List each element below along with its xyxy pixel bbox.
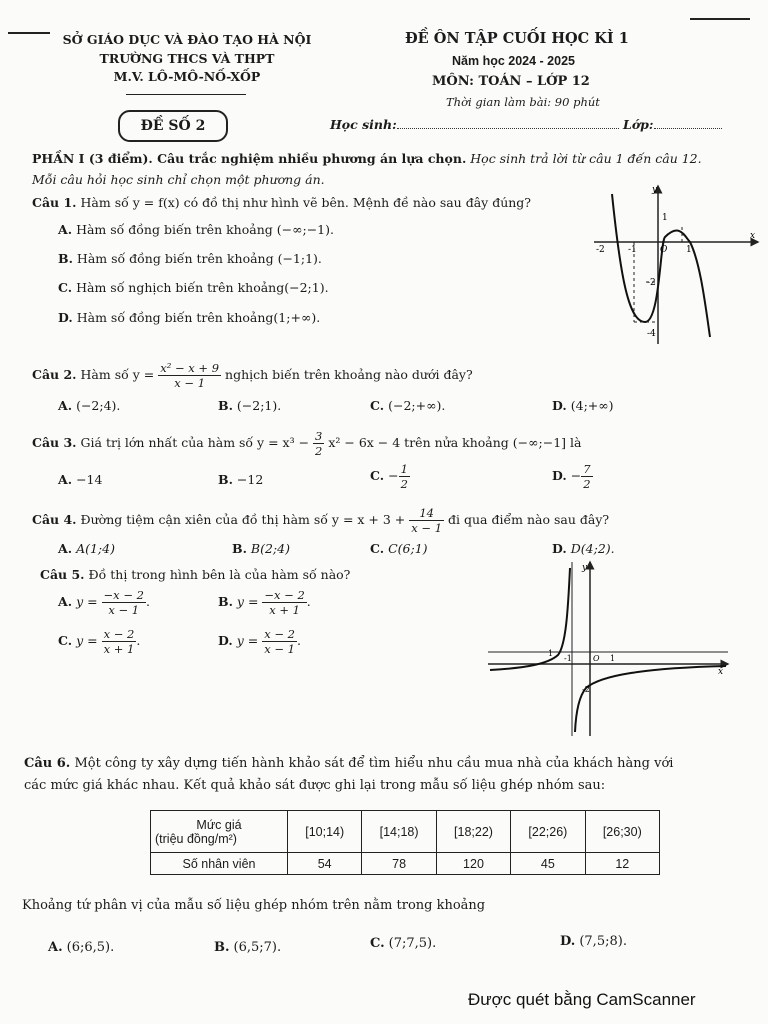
q6-interval-3: [18;22) [436, 811, 510, 853]
q2-label: Câu 2. [32, 367, 77, 382]
q6-table-header-row [151, 811, 660, 853]
q1-text: Hàm số y = f(x) có đồ thị như hình vẽ bên. Mệnh đề nào sau đây đúng? [80, 195, 532, 210]
part1-instruction: Học sinh trả lời từ câu 1 đến câu 12. [470, 151, 702, 166]
q3-stem [32, 429, 581, 458]
class-blank [654, 128, 722, 129]
school-year: Năm học 2024 - 2025 [452, 54, 575, 68]
q6-label: Câu 6. [24, 756, 71, 771]
q2-suffix: nghịch biến trên khoảng nào dưới đây? [225, 367, 473, 382]
q4-suffix: đi qua điểm nào sau đây? [448, 512, 610, 527]
q5-x-axis-label: x [718, 667, 724, 677]
q5-option-b[interactable]: B. y = $\frac{-x - 2}{x + 1}$ . [218, 588, 311, 617]
q6-interval-4: [22;26) [511, 811, 585, 853]
q2-option-b[interactable]: B. (−2;1). [218, 398, 282, 413]
q6-count-4: 45 [511, 853, 585, 875]
q3-option-a[interactable]: A. −14 [58, 472, 103, 487]
q3-label: Câu 3. [32, 435, 77, 450]
q4-label: Câu 4. [32, 512, 77, 527]
q1-label-y1: 1 [662, 213, 668, 223]
camscanner-watermark: Được quét bằng CamScanner [468, 990, 696, 1009]
q1-option-a[interactable]: A. Hàm số đồng biến trên khoảng (−∞;−1). [58, 222, 334, 237]
student-name-blank [397, 128, 619, 129]
q6-count-1: 54 [288, 853, 362, 875]
q4-option-b[interactable]: B. B(2;4) [232, 541, 290, 556]
q6-data-table [150, 810, 660, 875]
school-name-line1: TRƯỜNG THCS VÀ THPT [99, 51, 275, 66]
q1-stem [32, 195, 531, 210]
q4-option-a[interactable]: A. A(1;4) [58, 541, 115, 556]
q3-option-c[interactable]: C. − $\frac{1}{2}$ [370, 462, 408, 491]
q5-stem [40, 567, 350, 582]
q2-stem [32, 361, 473, 390]
q5-option-d[interactable]: D. y = $\frac{x - 2}{x - 1}$ . [218, 627, 301, 656]
q4-fraction: $\frac{14}{x - 1}$ [411, 506, 443, 535]
exam-title: ĐỀ ÔN TẬP CUỐI HỌC KÌ 1 [405, 30, 629, 47]
q6-option-d[interactable]: D. (7,5;8). [560, 934, 627, 949]
q6-interval-5: [26;30) [585, 811, 659, 853]
q6-count-3: 120 [436, 853, 510, 875]
q5-option-a[interactable]: A. y = $\frac{-x - 2}{x - 1}$ . [58, 588, 150, 617]
q5-label-x1: 1 [610, 654, 616, 663]
q1-x-axis-label: x [750, 231, 756, 241]
q5-label-origin: O [593, 654, 600, 663]
q3-fraction: $\frac{3}{2}$ [315, 429, 323, 458]
q5-function-graph [486, 560, 730, 738]
top-left-rule [8, 32, 50, 34]
q4-stem [32, 506, 609, 535]
q1-option-d[interactable]: D. Hàm số đồng biến trên khoảng(1;+∞). [58, 310, 321, 325]
q5-label-xminus1: -1 [564, 654, 572, 663]
q1-curve [612, 194, 710, 337]
subject-line: MÔN: TOÁN – LỚP 12 [432, 74, 590, 89]
q1-label-minus1: -1 [628, 245, 637, 255]
school-name-line2: M.V. LÔ-MÔ-NỐ-XỐP [113, 69, 261, 84]
q3-option-b[interactable]: B. −12 [218, 472, 264, 487]
q1-option-c[interactable]: C. Hàm số nghịch biến trên khoảng(−2;1). [58, 280, 329, 295]
q6-table-count-row [151, 853, 660, 875]
q5-y-axis-label: y [582, 563, 588, 573]
exam-time: Thời gian làm bài: 90 phút [446, 95, 600, 109]
q6-table-header-cell: Mức giá (triệu đồng/m²) [151, 811, 288, 853]
q6-option-a[interactable]: A. (6;6,5). [48, 940, 115, 955]
q6-count-5: 12 [585, 853, 659, 875]
q1-y-axis-label: y [652, 185, 658, 195]
q2-option-c[interactable]: C. (−2;+∞). [370, 398, 446, 413]
top-right-rule [690, 18, 750, 20]
q2-option-d[interactable]: D. (4;+∞) [552, 398, 614, 413]
q1-label-origin: O [660, 245, 668, 255]
q1-label-minus2: -2 [596, 245, 605, 255]
q4-option-d[interactable]: D. D(4;2). [552, 541, 615, 556]
q4-prefix: Đường tiệm cận xiên của đồ thị hàm số y = x + 3 + [80, 512, 406, 527]
q1-label: Câu 1. [32, 195, 77, 210]
part1-title: PHẦN I (3 điểm). Câu trắc nghiệm nhiều phương án lựa chọn. [32, 151, 467, 166]
q1-label-yminus2: -2 [647, 278, 656, 288]
class-label: Lớp: [623, 117, 654, 132]
part1-heading [32, 151, 702, 166]
student-label: Học sinh: [330, 117, 397, 132]
q3-suffix: x² − 6x − 4 trên nửa khoảng (−∞;−1] là [328, 435, 582, 450]
q4-option-c[interactable]: C. C(6;1) [370, 541, 428, 556]
q1-function-graph [590, 182, 760, 347]
q5-right-branch [575, 666, 726, 732]
q3-option-d[interactable]: D. − $\frac{7}{2}$ [552, 462, 591, 491]
q5-left-branch [490, 568, 570, 670]
q6-option-c[interactable]: C. (7;7,5). [370, 936, 437, 951]
q6-stem-line1 [24, 756, 673, 771]
q2-prefix: Hàm số y = [80, 367, 155, 382]
q1-option-b[interactable]: B. Hàm số đồng biến trên khoảng (−1;1). [58, 251, 322, 266]
q2-fraction: $\frac{\text{x² − x + 9}}{x - 1}$ [160, 361, 220, 390]
header-underline [126, 94, 246, 95]
q6-question: Khoảng tứ phân vị của mẫu số liệu ghép nhóm trên nằm trong khoảng [22, 898, 486, 913]
q6-interval-1: [10;14) [288, 811, 362, 853]
q6-stem-line2: các mức giá khác nhau. Kết quả khảo sát được ghi lại trong mẫu số liệu ghép nhóm sau: [24, 778, 606, 793]
q5-text: Đồ thị trong hình bên là của hàm số nào? [88, 567, 351, 582]
q1-label-x1: 1 [686, 245, 692, 255]
q6-count-2: 78 [362, 853, 436, 875]
student-name-label [330, 117, 722, 132]
q3-prefix: Giá trị lớn nhất của hàm số y = x³ − [80, 435, 310, 450]
q5-option-c[interactable]: C. y = $\frac{x - 2}{x + 1}$ . [58, 627, 141, 656]
q5-label-yminus2: -2 [582, 685, 590, 694]
q6-text1: Một công ty xây dựng tiến hành khảo sát để tìm hiểu nhu cầu mua nhà của khách hàng với [74, 756, 674, 771]
part1-instruction2: Mỗi câu hỏi học sinh chỉ chọn một phương án. [32, 172, 325, 187]
q6-row-label: Số nhân viên [151, 853, 288, 875]
q6-option-b[interactable]: B. (6,5;7). [214, 940, 282, 955]
exam-code-badge: ĐỀ SỐ 2 [118, 110, 228, 142]
q6-interval-2: [14;18) [362, 811, 436, 853]
department-name: SỞ GIÁO DỤC VÀ ĐÀO TẠO HÀ NỘI [62, 32, 312, 47]
q2-option-a[interactable]: A. (−2;4). [58, 398, 121, 413]
q5-label-y1: 1 [548, 649, 554, 658]
q5-label: Câu 5. [40, 567, 85, 582]
q1-label-yminus4: -4 [647, 329, 656, 339]
